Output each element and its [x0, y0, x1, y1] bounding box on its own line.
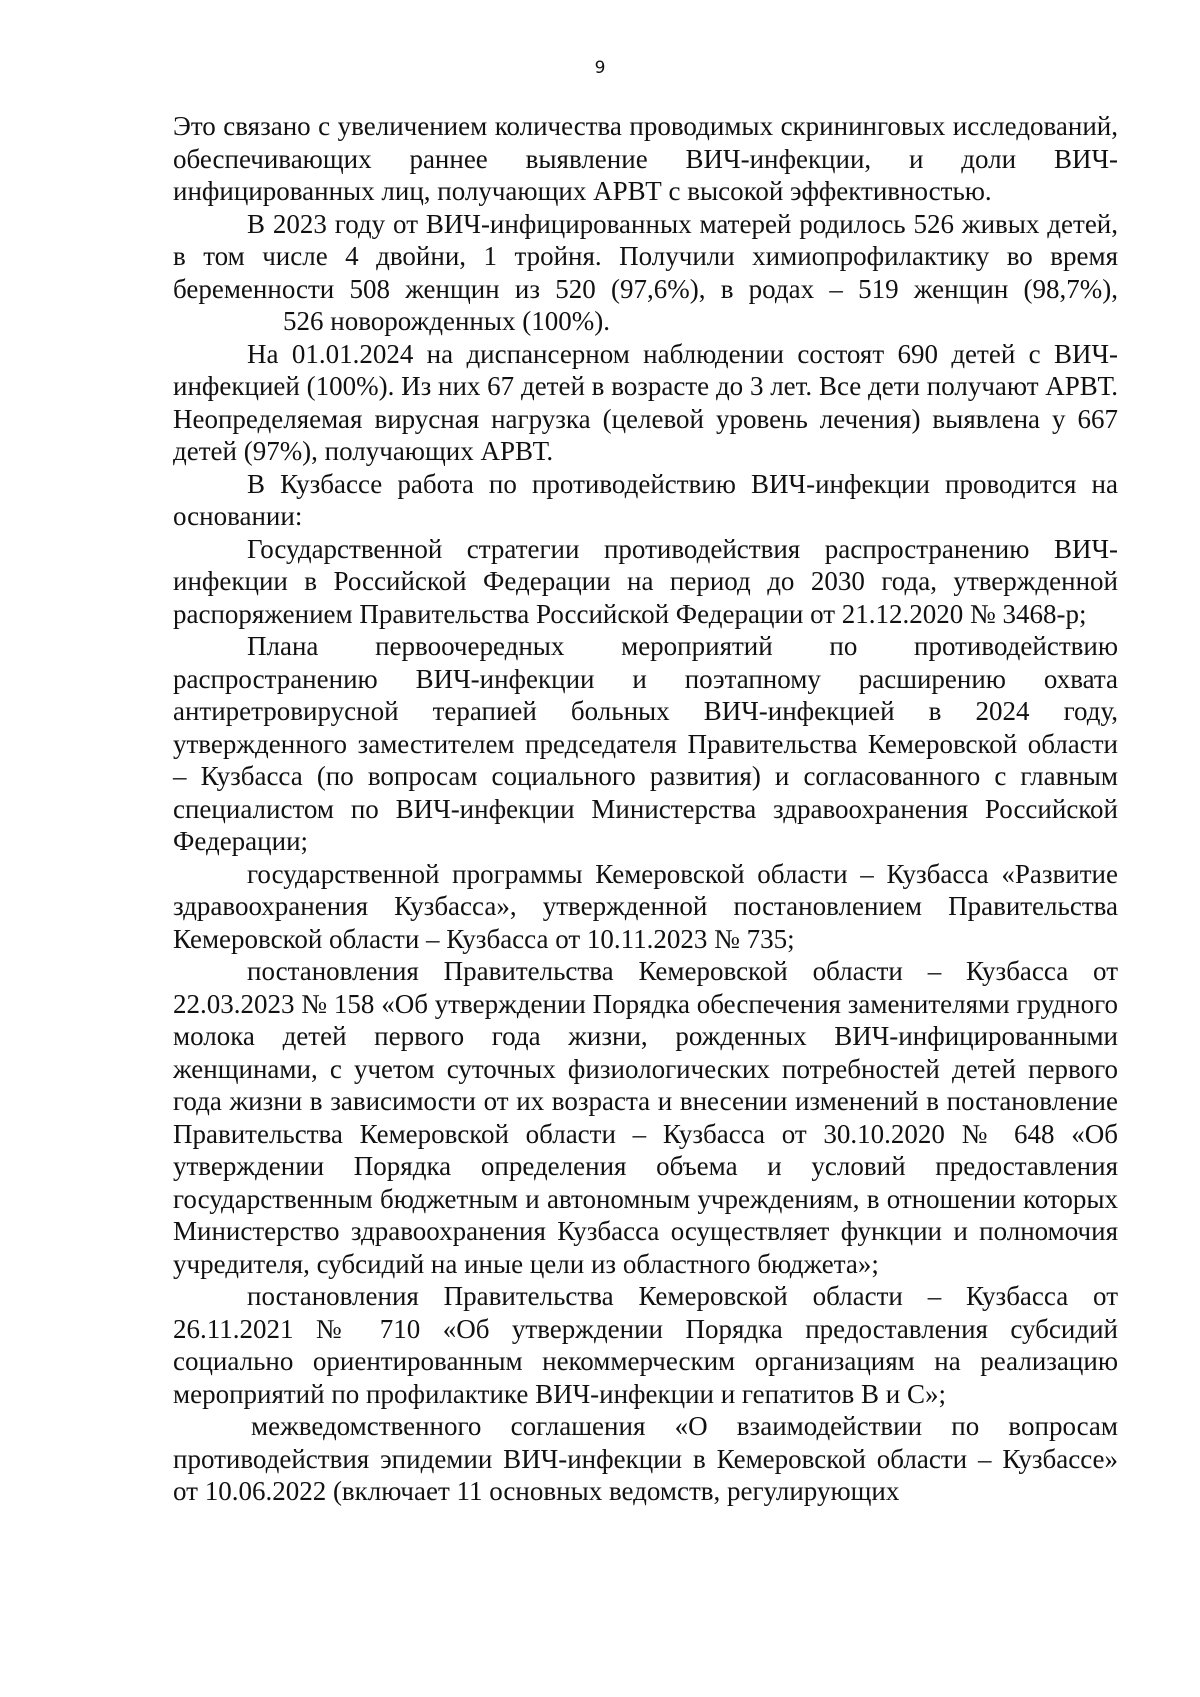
- paragraph-state-program: государственной программы Кемеровской области – Кузбасса «Развитие здравоохранения Кузбасса», утвержденной постановлением Правительства Кемеровской области – Кузбасса от 10.11.2023 № 735;: [173, 858, 1118, 954]
- paragraph-kuzbass-basis: В Кузбассе работа по противодействию ВИЧ-инфекции проводится на основании:: [173, 468, 1118, 531]
- paragraph-screening: Это связано с увеличением количества проводимых скрининговых исследований, обеспечивающих раннее выявление ВИЧ-инфекции, и доли ВИЧ-инфицированных лиц, получающих АРВТ с высокой эффективностью.: [173, 111, 1118, 206]
- paragraph-dispensary-children: На 01.01.2024 на диспансерном наблюдении состоят 690 детей с ВИЧ-инфекцией (100%). Из них 67 детей в возрасте до 3 лет. Все дети получают АРВТ. Неопределяемая вирусная нагрузка (целевой уровень лечения) выявлена у 667 детей (97%), получающих АРВТ.: [173, 338, 1118, 466]
- paragraph-interagency-agreement: межведомственного соглашения «О взаимодействии по вопросам противодействия эпидемии ВИЧ-инфекции в Кемеровской области – Кузбассе» от 10.06.2022 (включает 11 основных ведомств, регулирующих: [173, 1411, 1118, 1506]
- page-number: 9: [594, 58, 606, 78]
- paragraph-births-2023: [173, 208, 1118, 338]
- paragraph-resolution-158: постановления Правительства Кемеровской области – Кузбасса от 22.03.2023 № 158 «Об утверждении Порядка обеспечения заменителями грудного молока детей первого года жизни, рожденных ВИЧ-инфицированными женщинами, с учетом суточных физиологических потребностей детей первого года жизни в зависимости от их возраста и внесении изменений в постановление Правительства Кемеровской области – Кузбасса от 30.10.2020 № 648 «Об утверждении Порядка определения объема и условий предоставления государственным бюджетным и автономным учреждениям, в отношении которых Министерство здравоохранения Кузбасса осуществляет функции и полномочия учредителя, субсидий на иные цели из областного бюджета»;: [173, 956, 1118, 1279]
- paragraph-resolution-710: постановления Правительства Кемеровской области – Кузбасса от 26.11.2021 № 710 «Об утверждении Порядка предоставления субсидий социально ориентированным некоммерческим организациям на реализацию мероприятий по профилактике ВИЧ-инфекции и гепатитов В и С»;: [173, 1281, 1118, 1409]
- paragraph-state-strategy: Государственной стратегии противодействия распространению ВИЧ-инфекции в Российской Федерации на период до 2030 года, утвержденной распоряжением Правительства Российской Федерации от 21.12.2020 № 3468-р;: [173, 533, 1118, 629]
- paragraph-priority-plan: Плана первоочередных мероприятий по противодействию распространению ВИЧ-инфекции и поэтапному расширению охвата антиретровирусной терапией больных ВИЧ-инфекцией в 2024 году, утвержденного заместителем председателя Правительства Кемеровской области – Кузбасса (по вопросам социального развития) и согласованного с главным специалистом по ВИЧ-инфекции Министерства здравоохранения Российской Федерации;: [173, 631, 1118, 856]
- newborns-text: 526 новорожденных (100%).: [283, 306, 610, 336]
- document-body: [173, 110, 1118, 1508]
- births-text: В 2023 году от ВИЧ-инфицированных матерей родилось 526 живых детей, в том числе 4 двойни, 1 тройня. Получили химиопрофилактику во время беременности 508 женщин из 520 (97,6%), в родах – 519 женщин (98,7%),: [173, 208, 1118, 304]
